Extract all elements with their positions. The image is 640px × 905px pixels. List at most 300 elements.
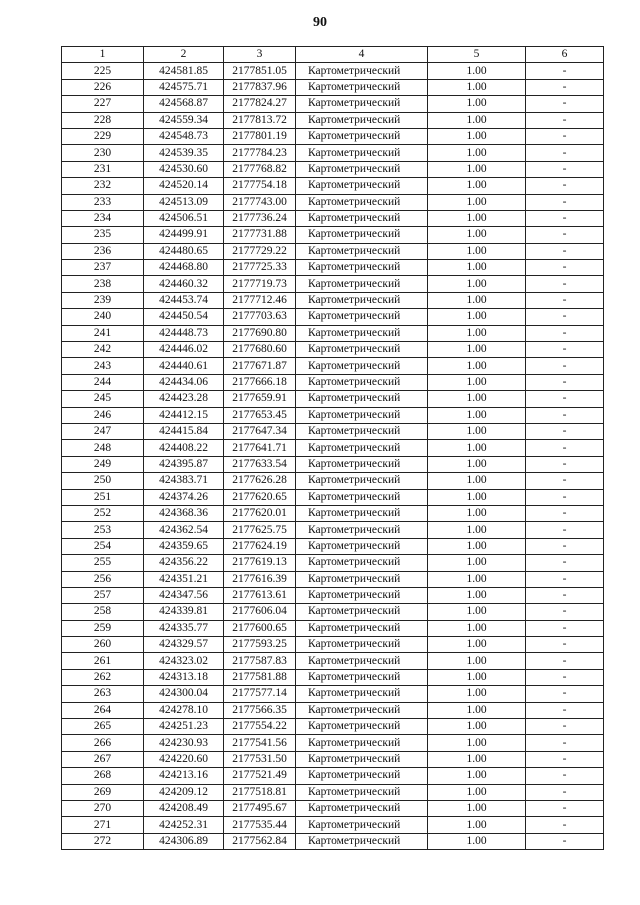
- y-coordinate-cell: 2177495.67: [224, 800, 296, 816]
- description-cell: -: [526, 833, 604, 849]
- description-cell: -: [526, 751, 604, 767]
- point-number-cell: 250: [62, 473, 144, 489]
- table-row: [62, 522, 604, 538]
- accuracy-cell: 1.00: [428, 342, 526, 358]
- table-body: [62, 63, 604, 850]
- point-number-cell: 236: [62, 243, 144, 259]
- table-row: [62, 391, 604, 407]
- point-number-cell: 237: [62, 260, 144, 276]
- accuracy-cell: 1.00: [428, 440, 526, 456]
- accuracy-cell: 1.00: [428, 751, 526, 767]
- accuracy-cell: 1.00: [428, 653, 526, 669]
- accuracy-cell: 1.00: [428, 194, 526, 210]
- column-header-x-coordinate: 2: [144, 47, 224, 63]
- description-cell: -: [526, 538, 604, 554]
- accuracy-cell: 1.00: [428, 784, 526, 800]
- accuracy-cell: 1.00: [428, 719, 526, 735]
- accuracy-cell: 1.00: [428, 145, 526, 161]
- x-coordinate-cell: 424313.18: [144, 669, 224, 685]
- x-coordinate-cell: 424208.49: [144, 800, 224, 816]
- description-cell: -: [526, 555, 604, 571]
- table-row: [62, 538, 604, 554]
- x-coordinate-cell: 424480.65: [144, 243, 224, 259]
- y-coordinate-cell: 2177541.56: [224, 735, 296, 751]
- method-cell: Картометрический: [296, 702, 428, 718]
- accuracy-cell: 1.00: [428, 702, 526, 718]
- description-cell: -: [526, 407, 604, 423]
- y-coordinate-cell: 2177587.83: [224, 653, 296, 669]
- accuracy-cell: 1.00: [428, 210, 526, 226]
- accuracy-cell: 1.00: [428, 800, 526, 816]
- x-coordinate-cell: 424581.85: [144, 63, 224, 79]
- method-cell: Картометрический: [296, 719, 428, 735]
- y-coordinate-cell: 2177736.24: [224, 210, 296, 226]
- accuracy-cell: 1.00: [428, 374, 526, 390]
- accuracy-cell: 1.00: [428, 555, 526, 571]
- x-coordinate-cell: 424300.04: [144, 686, 224, 702]
- point-number-cell: 243: [62, 358, 144, 374]
- accuracy-cell: 1.00: [428, 391, 526, 407]
- table-row: [62, 325, 604, 341]
- method-cell: Картометрический: [296, 260, 428, 276]
- x-coordinate-cell: 424356.22: [144, 555, 224, 571]
- table-row: [62, 342, 604, 358]
- description-cell: -: [526, 374, 604, 390]
- method-cell: Картометрический: [296, 800, 428, 816]
- table-row: [62, 817, 604, 833]
- description-cell: -: [526, 456, 604, 472]
- y-coordinate-cell: 2177518.81: [224, 784, 296, 800]
- table-row: [62, 292, 604, 308]
- table-row: [62, 407, 604, 423]
- table-row: [62, 227, 604, 243]
- method-cell: Картометрический: [296, 522, 428, 538]
- point-number-cell: 263: [62, 686, 144, 702]
- method-cell: Картометрический: [296, 604, 428, 620]
- x-coordinate-cell: 424213.16: [144, 768, 224, 784]
- method-cell: Картометрический: [296, 637, 428, 653]
- accuracy-cell: 1.00: [428, 538, 526, 554]
- accuracy-cell: 1.00: [428, 522, 526, 538]
- y-coordinate-cell: 2177535.44: [224, 817, 296, 833]
- x-coordinate-cell: 424423.28: [144, 391, 224, 407]
- method-cell: Картометрический: [296, 423, 428, 439]
- x-coordinate-cell: 424446.02: [144, 342, 224, 358]
- method-cell: Картометрический: [296, 456, 428, 472]
- table-row: [62, 653, 604, 669]
- description-cell: -: [526, 309, 604, 325]
- y-coordinate-cell: 2177633.54: [224, 456, 296, 472]
- description-cell: -: [526, 79, 604, 95]
- point-number-cell: 255: [62, 555, 144, 571]
- accuracy-cell: 1.00: [428, 833, 526, 849]
- method-cell: Картометрический: [296, 145, 428, 161]
- y-coordinate-cell: 2177837.96: [224, 79, 296, 95]
- x-coordinate-cell: 424339.81: [144, 604, 224, 620]
- x-coordinate-cell: 424278.10: [144, 702, 224, 718]
- x-coordinate-cell: 424450.54: [144, 309, 224, 325]
- y-coordinate-cell: 2177731.88: [224, 227, 296, 243]
- y-coordinate-cell: 2177712.46: [224, 292, 296, 308]
- y-coordinate-cell: 2177680.60: [224, 342, 296, 358]
- x-coordinate-cell: 424335.77: [144, 620, 224, 636]
- description-cell: -: [526, 112, 604, 128]
- table-row: [62, 669, 604, 685]
- table-row: [62, 243, 604, 259]
- y-coordinate-cell: 2177613.61: [224, 587, 296, 603]
- y-coordinate-cell: 2177625.75: [224, 522, 296, 538]
- table-row: [62, 604, 604, 620]
- description-cell: -: [526, 210, 604, 226]
- column-header-description: 6: [526, 47, 604, 63]
- column-header-y-coordinate: 3: [224, 47, 296, 63]
- point-number-cell: 246: [62, 407, 144, 423]
- y-coordinate-cell: 2177671.87: [224, 358, 296, 374]
- point-number-cell: 262: [62, 669, 144, 685]
- point-number-cell: 240: [62, 309, 144, 325]
- table-row: [62, 260, 604, 276]
- y-coordinate-cell: 2177593.25: [224, 637, 296, 653]
- point-number-cell: 227: [62, 96, 144, 112]
- accuracy-cell: 1.00: [428, 407, 526, 423]
- accuracy-cell: 1.00: [428, 178, 526, 194]
- x-coordinate-cell: 424252.31: [144, 817, 224, 833]
- x-coordinate-cell: 424468.80: [144, 260, 224, 276]
- point-number-cell: 272: [62, 833, 144, 849]
- method-cell: Картометрический: [296, 784, 428, 800]
- method-cell: Картометрический: [296, 768, 428, 784]
- y-coordinate-cell: 2177600.65: [224, 620, 296, 636]
- method-cell: Картометрический: [296, 63, 428, 79]
- accuracy-cell: 1.00: [428, 686, 526, 702]
- column-header-method: 4: [296, 47, 428, 63]
- table-row: [62, 473, 604, 489]
- description-cell: -: [526, 128, 604, 144]
- y-coordinate-cell: 2177801.19: [224, 128, 296, 144]
- point-number-cell: 229: [62, 128, 144, 144]
- x-coordinate-cell: 424415.84: [144, 423, 224, 439]
- point-number-cell: 233: [62, 194, 144, 210]
- column-header-accuracy: 5: [428, 47, 526, 63]
- table-row: [62, 374, 604, 390]
- point-number-cell: 257: [62, 587, 144, 603]
- description-cell: -: [526, 637, 604, 653]
- method-cell: Картометрический: [296, 358, 428, 374]
- y-coordinate-cell: 2177619.13: [224, 555, 296, 571]
- table-row: [62, 505, 604, 521]
- description-cell: -: [526, 342, 604, 358]
- description-cell: -: [526, 473, 604, 489]
- y-coordinate-cell: 2177626.28: [224, 473, 296, 489]
- point-number-cell: 265: [62, 719, 144, 735]
- method-cell: Картометрический: [296, 210, 428, 226]
- description-cell: -: [526, 653, 604, 669]
- description-cell: -: [526, 243, 604, 259]
- description-cell: -: [526, 489, 604, 505]
- x-coordinate-cell: 424220.60: [144, 751, 224, 767]
- x-coordinate-cell: 424368.36: [144, 505, 224, 521]
- point-number-cell: 264: [62, 702, 144, 718]
- method-cell: Картометрический: [296, 79, 428, 95]
- accuracy-cell: 1.00: [428, 489, 526, 505]
- description-cell: -: [526, 669, 604, 685]
- table-row: [62, 96, 604, 112]
- y-coordinate-cell: 2177754.18: [224, 178, 296, 194]
- y-coordinate-cell: 2177729.22: [224, 243, 296, 259]
- table-row: [62, 735, 604, 751]
- method-cell: Картометрический: [296, 243, 428, 259]
- table-row: [62, 719, 604, 735]
- method-cell: Картометрический: [296, 374, 428, 390]
- y-coordinate-cell: 2177521.49: [224, 768, 296, 784]
- description-cell: -: [526, 194, 604, 210]
- point-number-cell: 267: [62, 751, 144, 767]
- y-coordinate-cell: 2177666.18: [224, 374, 296, 390]
- description-cell: -: [526, 571, 604, 587]
- point-number-cell: 226: [62, 79, 144, 95]
- method-cell: Картометрический: [296, 669, 428, 685]
- method-cell: Картометрический: [296, 473, 428, 489]
- x-coordinate-cell: 424530.60: [144, 161, 224, 177]
- point-number-cell: 242: [62, 342, 144, 358]
- y-coordinate-cell: 2177620.65: [224, 489, 296, 505]
- description-cell: -: [526, 587, 604, 603]
- table-row: [62, 440, 604, 456]
- accuracy-cell: 1.00: [428, 473, 526, 489]
- method-cell: Картометрический: [296, 571, 428, 587]
- description-cell: -: [526, 505, 604, 521]
- method-cell: Картометрический: [296, 505, 428, 521]
- x-coordinate-cell: 424548.73: [144, 128, 224, 144]
- y-coordinate-cell: 2177703.63: [224, 309, 296, 325]
- method-cell: Картометрический: [296, 391, 428, 407]
- method-cell: Картометрический: [296, 342, 428, 358]
- x-coordinate-cell: 424568.87: [144, 96, 224, 112]
- x-coordinate-cell: 424539.35: [144, 145, 224, 161]
- y-coordinate-cell: 2177725.33: [224, 260, 296, 276]
- point-number-cell: 266: [62, 735, 144, 751]
- x-coordinate-cell: 424362.54: [144, 522, 224, 538]
- table-row: [62, 587, 604, 603]
- y-coordinate-cell: 2177616.39: [224, 571, 296, 587]
- point-number-cell: 253: [62, 522, 144, 538]
- description-cell: -: [526, 423, 604, 439]
- accuracy-cell: 1.00: [428, 423, 526, 439]
- x-coordinate-cell: 424412.15: [144, 407, 224, 423]
- y-coordinate-cell: 2177719.73: [224, 276, 296, 292]
- page-number: 90: [313, 15, 327, 30]
- point-number-cell: 268: [62, 768, 144, 784]
- y-coordinate-cell: 2177784.23: [224, 145, 296, 161]
- point-number-cell: 252: [62, 505, 144, 521]
- method-cell: Картометрический: [296, 227, 428, 243]
- x-coordinate-cell: 424559.34: [144, 112, 224, 128]
- y-coordinate-cell: 2177577.14: [224, 686, 296, 702]
- method-cell: Картометрический: [296, 489, 428, 505]
- point-number-cell: 244: [62, 374, 144, 390]
- point-number-cell: 232: [62, 178, 144, 194]
- x-coordinate-cell: 424460.32: [144, 276, 224, 292]
- accuracy-cell: 1.00: [428, 669, 526, 685]
- table-row: [62, 309, 604, 325]
- y-coordinate-cell: 2177581.88: [224, 669, 296, 685]
- method-cell: Картометрический: [296, 817, 428, 833]
- point-number-cell: 225: [62, 63, 144, 79]
- description-cell: -: [526, 817, 604, 833]
- description-cell: -: [526, 292, 604, 308]
- description-cell: -: [526, 522, 604, 538]
- y-coordinate-cell: 2177768.82: [224, 161, 296, 177]
- y-coordinate-cell: 2177531.50: [224, 751, 296, 767]
- x-coordinate-cell: 424374.26: [144, 489, 224, 505]
- accuracy-cell: 1.00: [428, 637, 526, 653]
- accuracy-cell: 1.00: [428, 735, 526, 751]
- x-coordinate-cell: 424575.71: [144, 79, 224, 95]
- accuracy-cell: 1.00: [428, 63, 526, 79]
- accuracy-cell: 1.00: [428, 620, 526, 636]
- accuracy-cell: 1.00: [428, 292, 526, 308]
- x-coordinate-cell: 424230.93: [144, 735, 224, 751]
- x-coordinate-cell: 424434.06: [144, 374, 224, 390]
- x-coordinate-cell: 424520.14: [144, 178, 224, 194]
- y-coordinate-cell: 2177824.27: [224, 96, 296, 112]
- coordinates-table: [61, 46, 604, 850]
- point-number-cell: 259: [62, 620, 144, 636]
- point-number-cell: 271: [62, 817, 144, 833]
- table-row: [62, 178, 604, 194]
- accuracy-cell: 1.00: [428, 161, 526, 177]
- x-coordinate-cell: 424383.71: [144, 473, 224, 489]
- method-cell: Картометрический: [296, 178, 428, 194]
- x-coordinate-cell: 424395.87: [144, 456, 224, 472]
- point-number-cell: 251: [62, 489, 144, 505]
- description-cell: -: [526, 358, 604, 374]
- table-row: [62, 145, 604, 161]
- accuracy-cell: 1.00: [428, 79, 526, 95]
- point-number-cell: 231: [62, 161, 144, 177]
- table-row: [62, 800, 604, 816]
- x-coordinate-cell: 424440.61: [144, 358, 224, 374]
- table-row: [62, 161, 604, 177]
- method-cell: Картометрический: [296, 751, 428, 767]
- y-coordinate-cell: 2177813.72: [224, 112, 296, 128]
- accuracy-cell: 1.00: [428, 276, 526, 292]
- point-number-cell: 245: [62, 391, 144, 407]
- x-coordinate-cell: 424306.89: [144, 833, 224, 849]
- accuracy-cell: 1.00: [428, 456, 526, 472]
- method-cell: Картометрический: [296, 833, 428, 849]
- table-row: [62, 358, 604, 374]
- point-number-cell: 249: [62, 456, 144, 472]
- y-coordinate-cell: 2177562.84: [224, 833, 296, 849]
- accuracy-cell: 1.00: [428, 571, 526, 587]
- point-number-cell: 269: [62, 784, 144, 800]
- table-row: [62, 63, 604, 79]
- method-cell: Картометрический: [296, 735, 428, 751]
- method-cell: Картометрический: [296, 112, 428, 128]
- description-cell: -: [526, 440, 604, 456]
- method-cell: Картометрический: [296, 325, 428, 341]
- accuracy-cell: 1.00: [428, 604, 526, 620]
- y-coordinate-cell: 2177659.91: [224, 391, 296, 407]
- x-coordinate-cell: 424448.73: [144, 325, 224, 341]
- table-row: [62, 784, 604, 800]
- point-number-cell: 234: [62, 210, 144, 226]
- description-cell: -: [526, 260, 604, 276]
- description-cell: -: [526, 161, 604, 177]
- table-header-row: [62, 47, 604, 63]
- y-coordinate-cell: 2177641.71: [224, 440, 296, 456]
- description-cell: -: [526, 702, 604, 718]
- x-coordinate-cell: 424323.02: [144, 653, 224, 669]
- method-cell: Картометрический: [296, 620, 428, 636]
- point-number-cell: 256: [62, 571, 144, 587]
- table-row: [62, 128, 604, 144]
- accuracy-cell: 1.00: [428, 112, 526, 128]
- accuracy-cell: 1.00: [428, 96, 526, 112]
- y-coordinate-cell: 2177566.35: [224, 702, 296, 718]
- x-coordinate-cell: 424499.91: [144, 227, 224, 243]
- method-cell: Картометрический: [296, 407, 428, 423]
- table-row: [62, 637, 604, 653]
- description-cell: -: [526, 686, 604, 702]
- accuracy-cell: 1.00: [428, 128, 526, 144]
- description-cell: -: [526, 63, 604, 79]
- point-number-cell: 241: [62, 325, 144, 341]
- table-row: [62, 423, 604, 439]
- accuracy-cell: 1.00: [428, 325, 526, 341]
- y-coordinate-cell: 2177606.04: [224, 604, 296, 620]
- description-cell: -: [526, 178, 604, 194]
- table-row: [62, 620, 604, 636]
- y-coordinate-cell: 2177624.19: [224, 538, 296, 554]
- point-number-cell: 228: [62, 112, 144, 128]
- accuracy-cell: 1.00: [428, 358, 526, 374]
- point-number-cell: 261: [62, 653, 144, 669]
- point-number-cell: 248: [62, 440, 144, 456]
- description-cell: -: [526, 145, 604, 161]
- point-number-cell: 247: [62, 423, 144, 439]
- accuracy-cell: 1.00: [428, 817, 526, 833]
- point-number-cell: 230: [62, 145, 144, 161]
- table-row: [62, 833, 604, 849]
- method-cell: Картометрический: [296, 587, 428, 603]
- accuracy-cell: 1.00: [428, 505, 526, 521]
- y-coordinate-cell: 2177690.80: [224, 325, 296, 341]
- table-row: [62, 768, 604, 784]
- x-coordinate-cell: 424453.74: [144, 292, 224, 308]
- column-header-point-number: 1: [62, 47, 144, 63]
- description-cell: -: [526, 719, 604, 735]
- point-number-cell: 235: [62, 227, 144, 243]
- description-cell: -: [526, 784, 604, 800]
- method-cell: Картометрический: [296, 194, 428, 210]
- x-coordinate-cell: 424209.12: [144, 784, 224, 800]
- x-coordinate-cell: 424329.57: [144, 637, 224, 653]
- point-number-cell: 258: [62, 604, 144, 620]
- point-number-cell: 260: [62, 637, 144, 653]
- x-coordinate-cell: 424251.23: [144, 719, 224, 735]
- accuracy-cell: 1.00: [428, 243, 526, 259]
- x-coordinate-cell: 424359.65: [144, 538, 224, 554]
- accuracy-cell: 1.00: [428, 768, 526, 784]
- x-coordinate-cell: 424408.22: [144, 440, 224, 456]
- method-cell: Картометрический: [296, 128, 428, 144]
- y-coordinate-cell: 2177653.45: [224, 407, 296, 423]
- table-row: [62, 79, 604, 95]
- table-row: [62, 210, 604, 226]
- method-cell: Картометрический: [296, 686, 428, 702]
